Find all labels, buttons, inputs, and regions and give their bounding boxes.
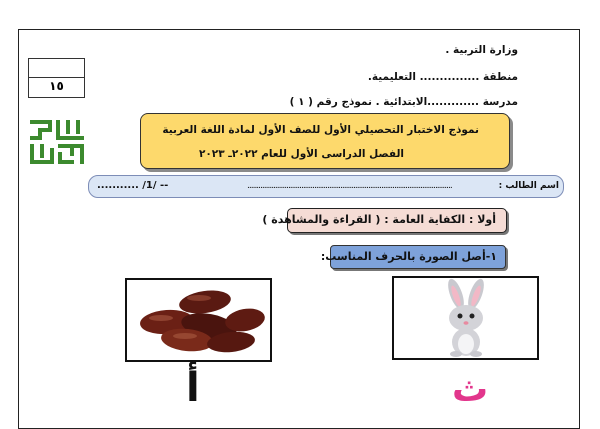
score-divider	[29, 77, 84, 78]
section-header	[262, 208, 507, 233]
section-title: أولا : الكفاية العامة : ( القراءة والمشاهدة )	[262, 213, 496, 226]
ministry-line: وزارة التربية .	[445, 44, 518, 56]
exam-title-box	[140, 113, 510, 169]
question-title: ١-أصل الصورة بالحرف المناسب:	[320, 250, 497, 263]
answer-letter-tha: ث	[452, 369, 489, 410]
region-line: منطقة ............... التعليمية.	[367, 71, 518, 83]
score-box	[28, 58, 85, 98]
dates-image	[125, 278, 272, 362]
exam-title: نموذج الاختبار التحصيلي الأول للصف الأول لمادة اللغة العربية	[162, 124, 479, 136]
student-info-bar	[88, 175, 564, 198]
dates-icon	[127, 280, 270, 360]
date-field[interactable]: ........... /1/ --	[97, 180, 169, 191]
rabbit-image	[392, 276, 539, 360]
student-name-field[interactable]: ..............................................................................................................	[247, 181, 452, 191]
answer-letter-alef: أ	[186, 365, 200, 411]
logo-icon	[28, 118, 86, 166]
student-name-label: اسم الطالب :	[498, 181, 559, 191]
school-line: مدرسة .............الابتدائية . نموذج رقم ( ١ )	[289, 96, 518, 108]
exam-term: الفصل الدراسى الأول للعام ٢٠٢٢ـ ٢٠٢٣	[198, 148, 404, 160]
score-value: ١٥	[49, 79, 64, 93]
question-header	[320, 245, 506, 269]
rabbit-icon	[394, 278, 537, 358]
logo	[28, 118, 86, 166]
